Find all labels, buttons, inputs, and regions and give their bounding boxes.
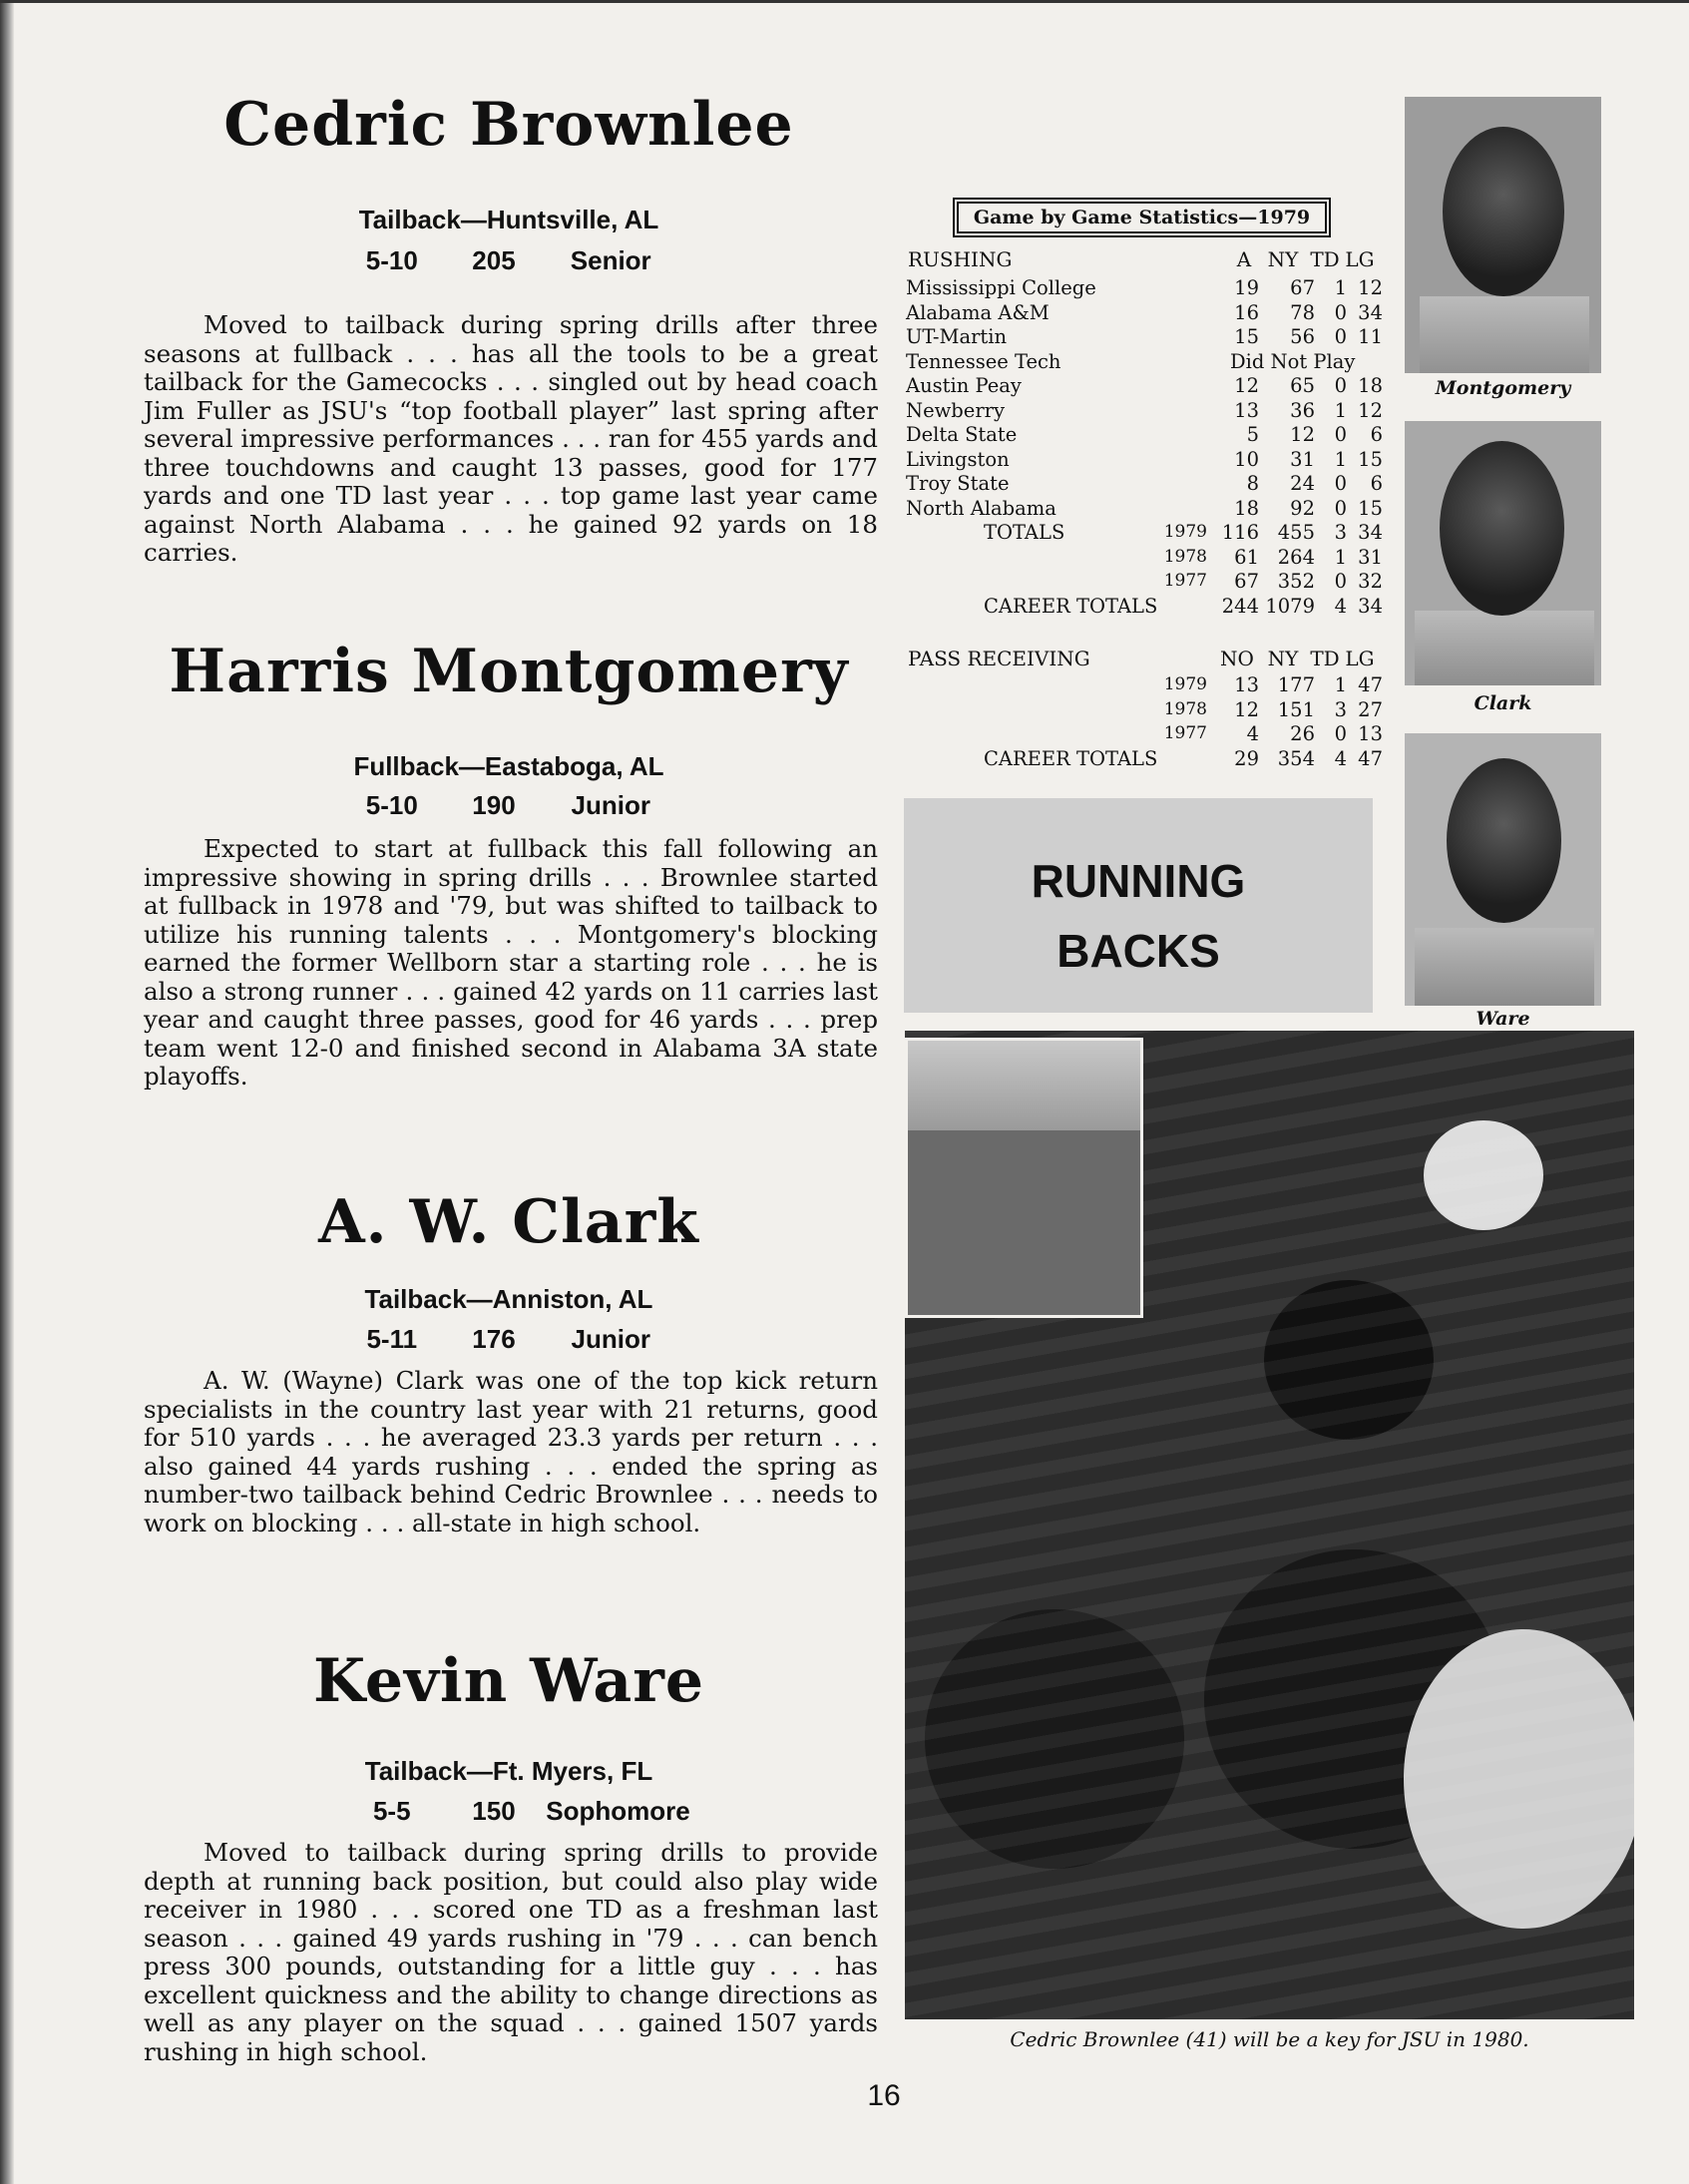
rushing-game-row xyxy=(906,373,1383,398)
touchdowns-cell: 1 xyxy=(1334,276,1347,299)
section-title-box xyxy=(904,798,1373,1013)
yards-cell: 56 xyxy=(1290,325,1315,348)
attempts-cell: 19 xyxy=(1234,276,1259,299)
attempts-cell: 18 xyxy=(1234,496,1259,520)
opponent-name: Austin Peay xyxy=(906,374,1022,397)
player-position-ware: Tailback—Ft. Myers, FL xyxy=(364,1756,653,1786)
player-weight: 150 xyxy=(472,1796,516,1826)
player-weight: 205 xyxy=(472,245,516,275)
long-cell: 12 xyxy=(1358,398,1383,422)
rushing-career-row xyxy=(906,594,1383,619)
opponent-name: Troy State xyxy=(906,472,1010,495)
rushing-game-row xyxy=(906,398,1383,423)
player-bio-brownlee: Moved to tailback during spring drills after three seasons at fullback . . . has all the tools to be a great tailback for the Gamecocks . . . singled out by head coach Jim Fuller as JSU's “top football player” last spring after several impressive performances . . . ran for 455 yards and three touchdowns and caught 13 passes, good for 177 yards and one TD last year . . . top game last year came against North Alabama . . . he gained 92 yards on 18 carries. xyxy=(144,310,878,567)
touchdowns-cell: 0 xyxy=(1334,325,1347,348)
player-measurements-montgomery xyxy=(140,790,878,821)
touchdowns-cell: 1 xyxy=(1334,447,1347,471)
attempts-cell: 12 xyxy=(1234,374,1259,397)
totals-label: TOTALS xyxy=(984,521,1065,544)
yards-cell: 151 xyxy=(1277,697,1315,721)
attempts-cell: 116 xyxy=(1221,521,1259,544)
touchdowns-cell: 1 xyxy=(1334,398,1347,422)
rushing-total-row xyxy=(906,569,1383,594)
rushing-game-row xyxy=(906,349,1375,374)
yards-cell: 31 xyxy=(1290,447,1315,471)
photo-face-shape xyxy=(1447,758,1561,923)
opponent-name: UT-Martin xyxy=(906,325,1008,348)
opponent-name: Mississippi College xyxy=(906,276,1096,299)
attempts-cell: 61 xyxy=(1234,545,1259,569)
long-cell: 12 xyxy=(1358,276,1383,299)
year-cell: 1978 xyxy=(1163,546,1207,567)
yards-cell: 1079 xyxy=(1265,594,1315,618)
year-cell: 1979 xyxy=(1163,522,1207,542)
receptions-cell: 12 xyxy=(1234,697,1259,721)
career-totals-label: CAREER TOTALS xyxy=(984,746,1158,770)
section-title xyxy=(904,846,1373,986)
yards-cell: 354 xyxy=(1277,746,1315,770)
photo-jersey-shape xyxy=(1420,296,1589,373)
player-position-brownlee: Tailback—Huntsville, AL xyxy=(358,205,659,234)
yards-cell: 26 xyxy=(1290,722,1315,745)
receptions-cell: 13 xyxy=(1234,673,1259,696)
rushing-game-row xyxy=(906,496,1383,521)
long-cell: 18 xyxy=(1358,374,1383,397)
section-title-line2: BACKS xyxy=(1056,925,1220,977)
receiving-year-row xyxy=(906,697,1383,722)
caption-ware: Ware xyxy=(1476,1008,1530,1030)
attempts-cell: 244 xyxy=(1221,594,1259,618)
touchdowns-cell: 3 xyxy=(1334,697,1347,721)
rushing-game-row xyxy=(906,275,1383,300)
photo-face-shape xyxy=(1440,441,1564,616)
long-cell: 47 xyxy=(1358,673,1383,696)
player-measurements-ware xyxy=(140,1796,878,1827)
yards-cell: 177 xyxy=(1277,673,1315,696)
touchdowns-cell: 0 xyxy=(1334,722,1347,745)
long-cell: 6 xyxy=(1370,423,1383,446)
long-cell: 34 xyxy=(1358,521,1383,544)
year-cell: 1977 xyxy=(1163,723,1207,743)
did-not-play-note: Did Not Play xyxy=(1230,349,1356,373)
long-cell: 31 xyxy=(1358,545,1383,569)
player-position-montgomery: Fullback—Eastaboga, AL xyxy=(353,751,664,781)
touchdowns-cell: 0 xyxy=(1334,472,1347,495)
player-measurements-clark xyxy=(140,1324,878,1355)
touchdowns-cell: 0 xyxy=(1334,570,1347,593)
yards-cell: 78 xyxy=(1290,300,1315,324)
player-bio-montgomery: Expected to start at fullback this fall following an impressive showing in spring drills . . . Brownlee started at fullback in 1978 and '79, but was shifted to tailback to utilize his running talents . . . Montgomery's blocking earned the former Wellborn star a starting role . . . he is also a strong runner . . . gained 42 yards on 11 carries last year and caught three passes, good for 46 yards . . . prep team went 12-0 and finished second in Alabama 3A state playoffs. xyxy=(144,834,878,1091)
yards-cell: 455 xyxy=(1277,521,1315,544)
col-head-a: A xyxy=(1236,247,1252,271)
player-name-clark: A. W. Clark xyxy=(318,1187,699,1257)
opponent-name: Alabama A&M xyxy=(906,300,1050,324)
yards-cell: 12 xyxy=(1290,423,1315,446)
attempts-cell: 67 xyxy=(1234,570,1259,593)
player-height: 5-11 xyxy=(366,1324,418,1354)
player-class: Junior xyxy=(571,1324,650,1354)
photo-jersey-shape xyxy=(1415,611,1594,685)
long-cell: 32 xyxy=(1358,570,1383,593)
yards-cell: 352 xyxy=(1277,570,1315,593)
caption-clark: Clark xyxy=(1474,692,1532,714)
touchdowns-cell: 4 xyxy=(1334,746,1347,770)
yards-cell: 36 xyxy=(1290,398,1315,422)
player-class: Junior xyxy=(571,790,650,820)
rushing-total-row xyxy=(906,545,1383,570)
rushing-game-row xyxy=(906,471,1383,496)
col-head-lg: LG xyxy=(1345,647,1375,670)
opponent-name: North Alabama xyxy=(906,496,1056,520)
player-position-clark: Tailback—Anniston, AL xyxy=(364,1284,653,1314)
receiving-heading: PASS RECEIVING xyxy=(908,647,1090,670)
touchdowns-cell: 1 xyxy=(1334,545,1347,569)
touchdowns-cell: 1 xyxy=(1334,673,1347,696)
player-bio-clark: A. W. (Wayne) Clark was one of the top kick return specialists in the country last year with 21 returns, good for 510 yards . . . he averaged 23.3 yards per return . . . also gained 44 yards rushing . . . ended the spring as number-two tailback behind Cedric Brownlee . . . needs to work on blocking . . . all-state in high school. xyxy=(144,1366,878,1537)
long-cell: 34 xyxy=(1358,594,1383,618)
long-cell: 15 xyxy=(1358,496,1383,520)
photo-face-shape xyxy=(908,1130,1043,1310)
touchdowns-cell: 4 xyxy=(1334,594,1347,618)
caption-montgomery: Montgomery xyxy=(1435,377,1571,399)
rushing-heading: RUSHING xyxy=(908,247,1013,271)
photo-brownlee-headshot xyxy=(905,1038,1143,1318)
player-class: Senior xyxy=(570,245,651,275)
col-head-td: TD xyxy=(1310,247,1340,271)
receiving-career-row xyxy=(906,746,1383,771)
receptions-cell: 29 xyxy=(1234,746,1259,770)
player-weight: 190 xyxy=(472,790,516,820)
photo-jersey-shape xyxy=(1415,928,1594,1006)
long-cell: 11 xyxy=(1358,325,1383,348)
opponent-name: Livingston xyxy=(906,447,1010,471)
long-cell: 15 xyxy=(1358,447,1383,471)
stats-title: Game by Game Statistics—1979 xyxy=(953,198,1331,237)
touchdowns-cell: 0 xyxy=(1334,300,1347,324)
yards-cell: 65 xyxy=(1290,374,1315,397)
touchdowns-cell: 3 xyxy=(1334,521,1347,544)
long-cell: 47 xyxy=(1358,746,1383,770)
touchdowns-cell: 0 xyxy=(1334,374,1347,397)
player-height: 5-10 xyxy=(365,245,418,275)
player-name-brownlee: Cedric Brownlee xyxy=(223,90,794,160)
opponent-name: Newberry xyxy=(906,398,1005,422)
attempts-cell: 13 xyxy=(1234,398,1259,422)
attempts-cell: 8 xyxy=(1246,472,1259,495)
yards-cell: 264 xyxy=(1277,545,1315,569)
action-photo-caption: Cedric Brownlee (41) will be a key for JSU in 1980. xyxy=(1010,2027,1529,2051)
yards-cell: 67 xyxy=(1290,276,1315,299)
attempts-cell: 16 xyxy=(1234,300,1259,324)
player-name-ware: Kevin Ware xyxy=(312,1646,704,1716)
long-cell: 34 xyxy=(1358,300,1383,324)
rushing-total-row xyxy=(906,520,1383,545)
page-binding-edge xyxy=(0,0,14,2184)
attempts-cell: 15 xyxy=(1234,325,1259,348)
player-name-montgomery: Harris Montgomery xyxy=(169,637,849,706)
player-height: 5-10 xyxy=(365,790,418,820)
rushing-game-row xyxy=(906,447,1383,472)
player-class: Sophomore xyxy=(546,1796,690,1826)
receiving-year-row xyxy=(906,721,1383,746)
photo-jersey-shape xyxy=(908,1041,1140,1130)
col-head-ny: NY xyxy=(1267,647,1299,670)
rushing-game-row xyxy=(906,300,1383,325)
long-cell: 13 xyxy=(1358,722,1383,745)
player-bio-ware: Moved to tailback during spring drills to provide depth at running back position, but could also play wide receiver in 1980 . . . scored one TD as a freshman last season . . . gained 49 yards rushing in '79 . . . can bench press 300 pounds, outstanding for a little guy . . . has excellent quickness and the ability to change directions as well as any player on the squad . . . gained 1507 yards rushing in high school. xyxy=(144,1838,878,2066)
photo-clark xyxy=(1405,421,1601,685)
photo-ware xyxy=(1405,733,1601,1006)
player-weight: 176 xyxy=(472,1324,516,1354)
player-measurements-brownlee xyxy=(140,245,878,276)
long-cell: 27 xyxy=(1358,697,1383,721)
yards-cell: 24 xyxy=(1290,472,1315,495)
year-cell: 1977 xyxy=(1163,571,1207,591)
page-number: 16 xyxy=(867,2079,901,2112)
col-head-td: TD xyxy=(1310,647,1340,670)
page-top-edge xyxy=(0,0,1689,3)
col-head-lg: LG xyxy=(1345,247,1375,271)
receptions-cell: 4 xyxy=(1246,722,1259,745)
rushing-game-row xyxy=(906,324,1383,349)
yards-cell: 92 xyxy=(1290,496,1315,520)
col-head-no: NO xyxy=(1220,647,1254,670)
attempts-cell: 5 xyxy=(1246,423,1259,446)
rushing-game-row xyxy=(906,422,1383,447)
touchdowns-cell: 0 xyxy=(1334,496,1347,520)
player-height: 5-5 xyxy=(372,1796,411,1826)
long-cell: 6 xyxy=(1370,472,1383,495)
col-head-ny: NY xyxy=(1267,247,1299,271)
photo-montgomery xyxy=(1405,97,1601,373)
attempts-cell: 10 xyxy=(1234,447,1259,471)
year-cell: 1979 xyxy=(1163,674,1207,694)
opponent-name: Delta State xyxy=(906,423,1018,446)
photo-face-shape xyxy=(1443,127,1564,296)
year-cell: 1978 xyxy=(1163,698,1207,719)
career-totals-label: CAREER TOTALS xyxy=(984,594,1158,618)
touchdowns-cell: 0 xyxy=(1334,423,1347,446)
section-title-line1: RUNNING xyxy=(1031,855,1246,907)
opponent-name: Tennessee Tech xyxy=(906,349,1061,373)
receiving-year-row xyxy=(906,672,1383,697)
